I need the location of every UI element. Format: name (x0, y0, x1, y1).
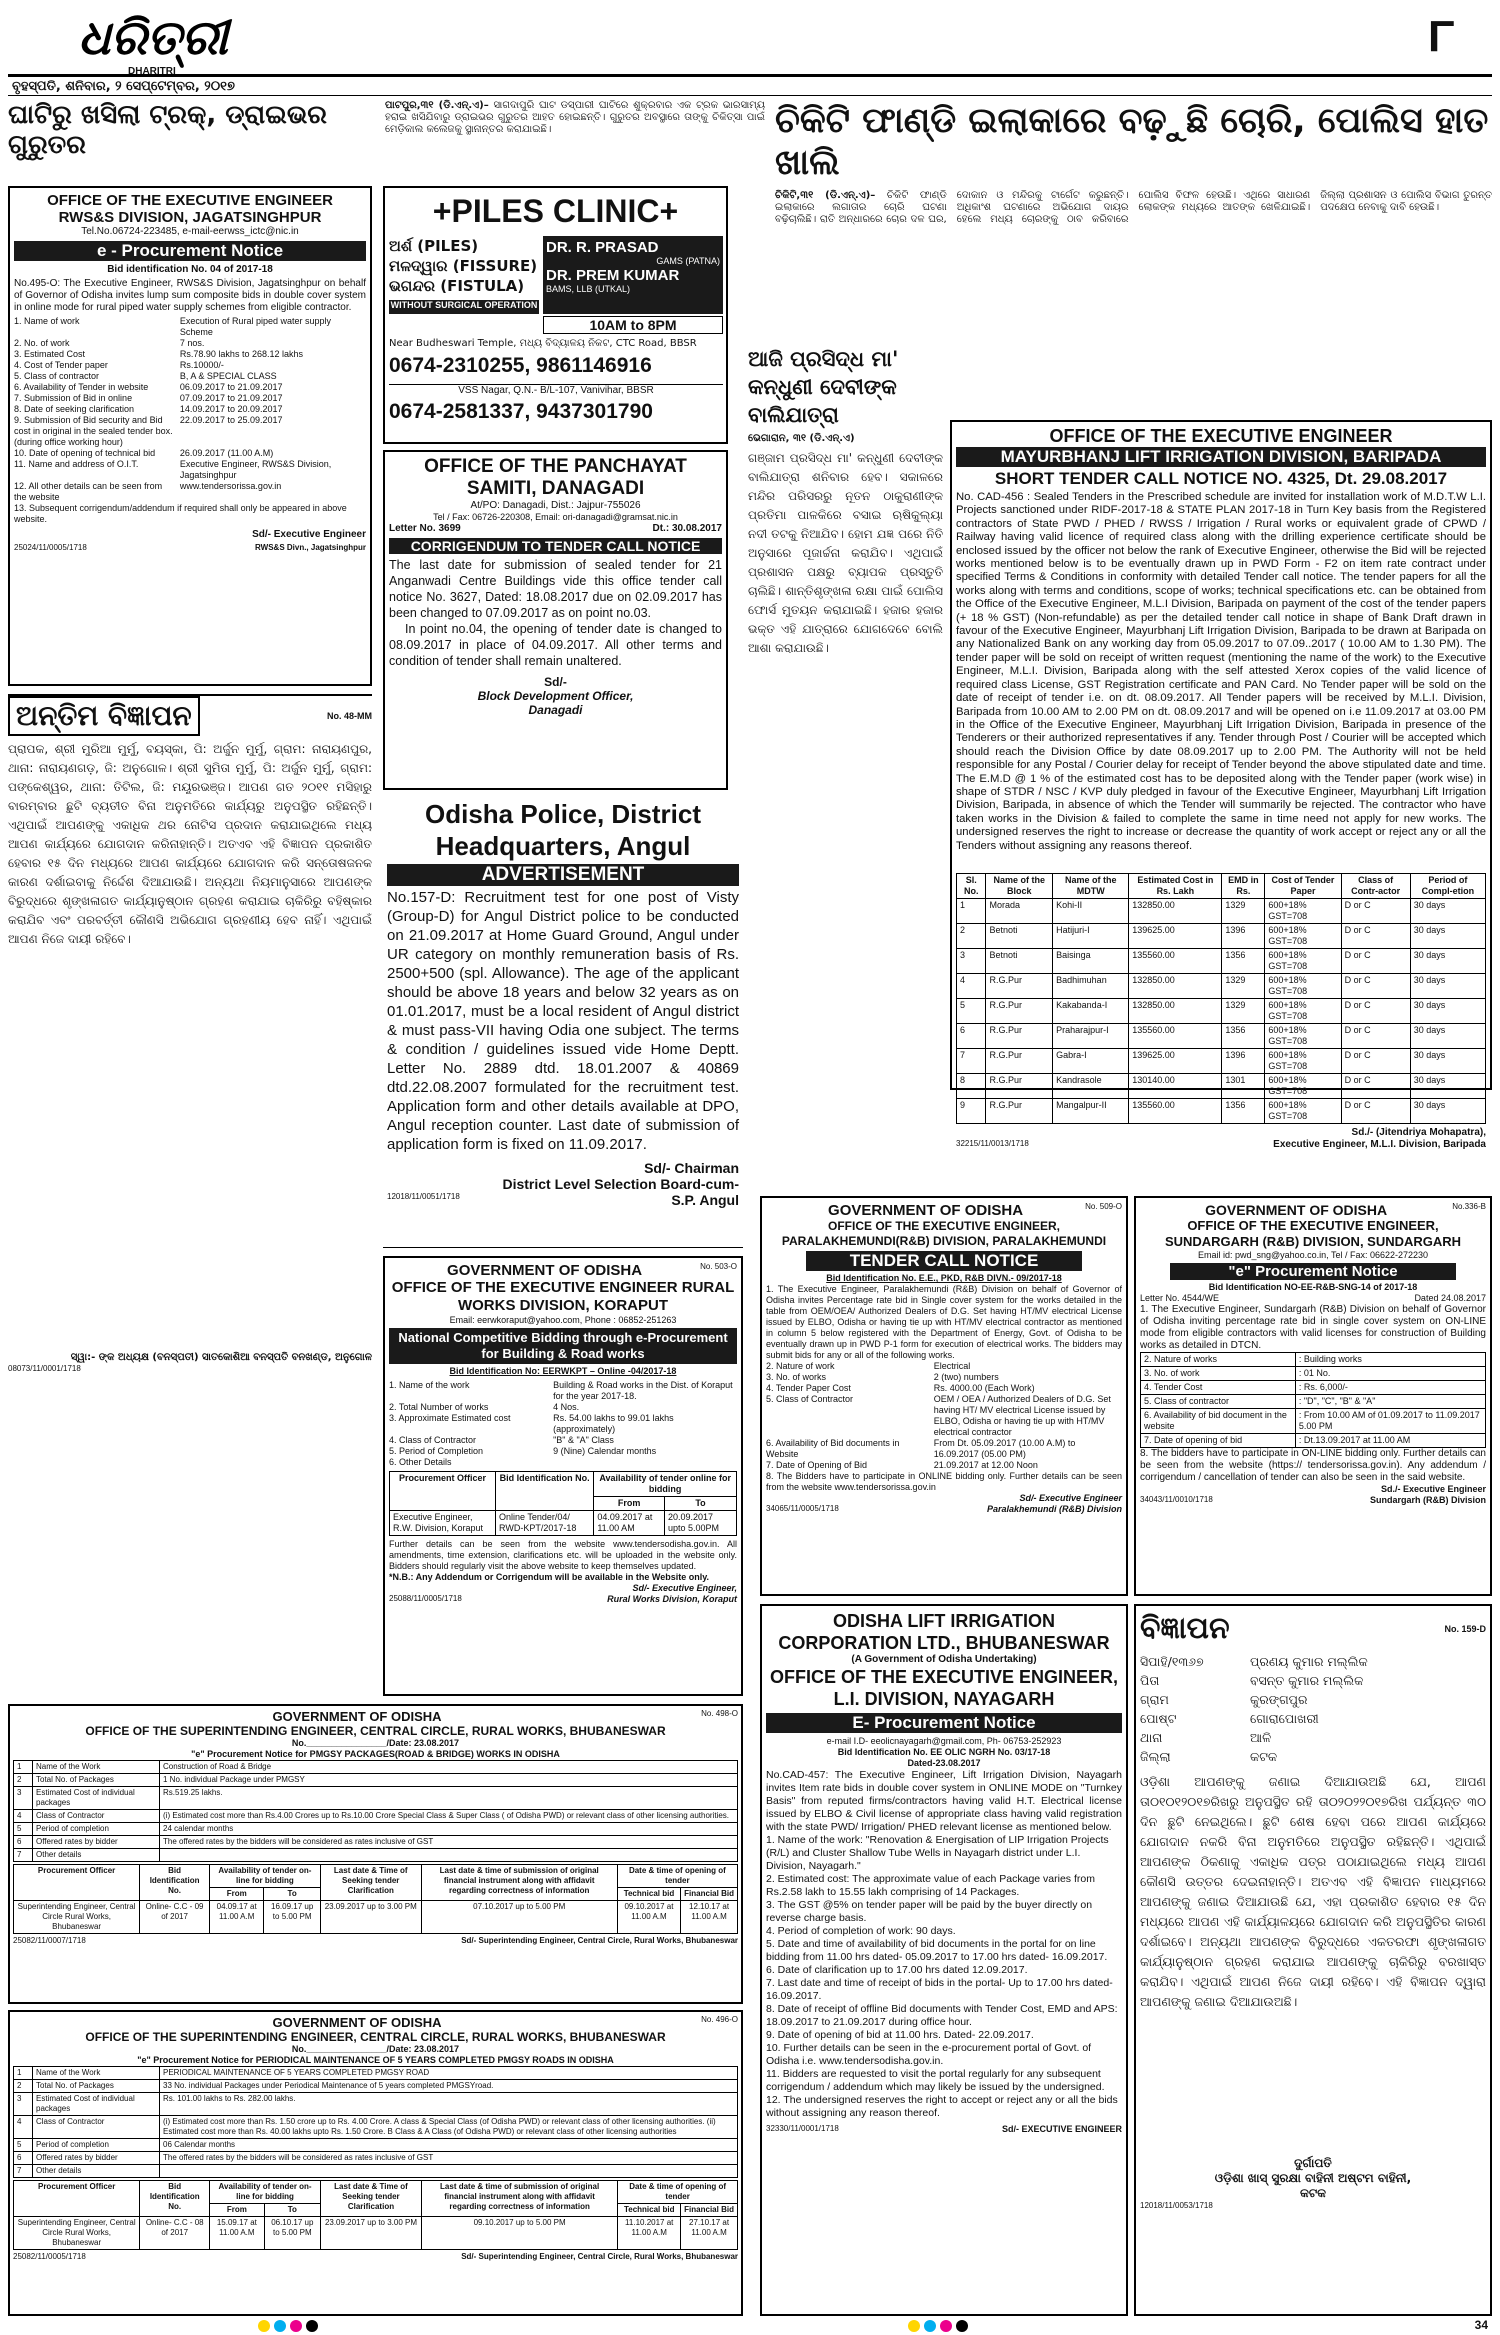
table-row: 5. Class of contractor : "D", "C", "B" & "A" (1141, 1395, 1486, 1409)
news-theft (775, 100, 1492, 190)
band: ADVERTISEMENT (387, 864, 739, 886)
table-row: 4 Class of Contractor (i) Estimated cost more than Rs.4.00 Crores up to Rs.10.00 Crore Special Class & Super Class ( of Odisha PWD) or relevant class of other licensing authorities. (14, 1810, 738, 1823)
address: Near Budheswari Temple, ମଧ୍ୟ ବିଦ୍ୟାଳୟ ନିକଟ, CTC Road, BBSR (389, 338, 697, 349)
notice-no: No. 48-MM (327, 710, 372, 721)
list-item: 3. The GST @5% on tender paper will be paid by the buyer directly on reverse charge basis. (766, 1899, 1093, 1924)
table-row: 6. Availability of bid document in the website : From 10.00 AM of 01.09.2017 to 11.09.2017 5.00 PM (1141, 1409, 1486, 1434)
signature: କଟକ (1299, 2186, 1327, 2200)
schedule-table: Procurement Officer Bid Identification No. Availability of tender on-line for bidding Last date & Time of Seeking tender Clarification Last date & time of submission of original financial instrument along with affidavit regarding correctness of information Date & time of opening of tender From To Technical bid Financial Bid Superintending Engineer, Central Circle Rural Works, Bhubaneswar Online- C.C - 08 of 2017 15.09.17 at 11.00 A.M 06.10.17 up to 5.00 PM 23.09.2017 up to 3.00 PM 09.10.2017 up to 5.00 PM 11.10.2017 at 11.00 A.M 27.10.17 at 11.00 A.M (13, 2180, 738, 2250)
yellow-dot-icon (258, 2320, 270, 2332)
headline: ଚିକିଟି ଫାଣ୍ଡି ଇଲାକାରେ ବଢ଼ୁଛି ଚୋରି, ପୋଲିସ ହାତ ଖାଲି (775, 101, 1489, 183)
body: No.157-D: Recruitment test for one post of Visty (Group-D) for Angul District police to be conducted on 21.09.2017 at Home Guard Ground, Angul under UR category on monthly remuneration basis of Rs. 2500+500 (spl. Allowance). The age of the applicant should be above 18 years and below 32 years as on 01.01.2017, must be a local resident of Angul district & must pass-VII having Odia one subject. The terms & condition / guidelines issued vide Home Deptt. Letter No. 2889 dtd. 18.01.2007 & 40869 dtd.22.08.2007 formulated for the recruitment test. Application form and other details available at DPO, Angul reception counter. Last date of submission of application form is fixed on 11.09.2017. (387, 889, 739, 1153)
body: The last date for submission of sealed tender for 21 Anganwadi Centre Buildings vide this office tender call notice No. 3627, Dated: 18.08.2017 due on 02.09.2017 has been changed to 07.09.2017 as on point no.03. (389, 558, 722, 620)
gov: GOVERNMENT OF ODISHA (447, 1262, 643, 1279)
body: ପ୍ରାପକ, ଶ୍ରୀ ମୁରିଆ ମୁର୍ମୁ, ବୟସ୍କା, ପି: ଅର୍ଜୁନ ମୁର୍ମୁ, ଗ୍ରାମ: ନାରାୟଣପୁର, ଥାନା: ନାରାୟଣଗଡ଼, ଜି: ଅନୁଗୋଳ। ଶ୍ରୀ ସୁମିତା ମୁର୍ମୁ, ପି: ଅର୍ଜୁନ ମୁର୍ମୁ, ଗ୍ରାମ: ପଙ୍କେଶ୍ୱର, ଥାନା: ତିଟିଲ, ଜି: ମୟୂରଭଞ୍ଜ। ଆପଣ ଗତ ୨୦୧୧ ମସିହାରୁ ବାରମ୍ବାର ଛୁଟି ବ୍ୟତୀତ ବିନା ଅନୁମତିରେ କାର୍ଯ୍ୟରୁ ଅନୁପସ୍ଥିତ ରହିଛନ୍ତି। ଏଥିପାଇଁ ଆପଣଙ୍କୁ ଏକାଧିକ ଥର ନୋଟିସ ପ୍ରଦାନ କରାଯାଇଥିଲେ ମଧ୍ୟ ଆପଣ କାର୍ଯ୍ୟରେ ଯୋଗଦାନ କରିନାହାନ୍ତି। ଅତଏବ ଏହି ବିଜ୍ଞାପନ ପ୍ରକାଶିତ ହେବାର ୧୫ ଦିନ ମଧ୍ୟରେ ଆପଣ କାର୍ଯ୍ୟରେ ଯୋଗଦାନ କରି ସନ୍ତୋଷଜନକ କାରଣ ଦର୍ଶାଇବାକୁ ନିର୍ଦ୍ଦେଶ ଦିଆଯାଉଛି। ଅନ୍ୟଥା ନିୟମାନୁସାରେ ଆପଣଙ୍କ ବିରୁଦ୍ଧରେ ଶୃଙ୍ଖଳାଗତ କାର୍ଯ୍ୟାନୁଷ୍ଠାନ ଗ୍ରହଣ କରାଯାଇ ଚାକିରିରୁ ବହିଷ୍କାର କରାଯିବ ଏବଂ ପରବର୍ତ୍ତୀ କୌଣସି ଅଭିଯୋଗ ଗ୍ରହଣୀୟ ହେବ ନାହିଁ। ଏଥିପାଇଁ ଆପଣ ନିଜେ ଦାୟୀ ରହିବେ। (8, 742, 372, 946)
table-row: 7 R.G.Pur Gabra-I 139625.00 1396 600+18% GST=708 D or C 30 days (957, 1049, 1486, 1074)
body: No. CAD-456 : Sealed Tenders in the Prescribed schedule are invited for installation work of M.D.T.W L.I. Projects sanctioned under RIDF-2017-18 & STATE PLAN 2017-18 in Turn Key basis from the Registered contractors of State PWD / PHED / RWSS / Irrigation / Rural works or equivalent grade of CPWD / Railway having valid licence of required class along with the drilling experience certificate should be enclosed issued by the officer not below the rank of Executive Engineer, otherwise the Bid will be rejected works mentioned below is to be eventually drawn up in PWD Form - F2 on item rate contract under specified Terms & Conditions in conformity with detailed Tender call notice. The tender papers for all the works along with terms and conditions, scope of works; technical specifications etc. can be obtained from the Office of the Executive Engineer, M.L.I Division, Baripada on payment of the cost of the tender papers (+ 18 % GST) (Non-refundable) as per the detailed tender call notice in shape of Bank Draft drawn in favour of the Executive Engineer, Mayurbhanj Lift Irrigation Division, Baripada to be drawn at Baripada on any Nationalized Bank on any working day from 05.09.2017 to 07.09..2017 ( 10.00 AM to 1.30 PM). The tender paper will be sold on receipt of written request (mentioning the name of the work) to the Executive Engineer, M.L.I. Division, Baripada along with the self attested Xerox copies of the valid licence of required class License, GST Registration certificate and PAN Card. No Tender paper will be sold on the date of receipt of tender i.e. on dt. 08.09.2017. All Tender papers will be received by M.L.I. Division, Baripada from 10.00 AM to 2.00 PM on dt. 08.09.2017 and will be opened on i.e 11.09.2017 at 03.00 PM in the Office of the Executive Engineer, Mayurbhanj Lift Irrigation Division, Baripada in presence of the Tenderers or their authorized representatives if any. Tender through Post / Courier will be accepted which should reach the Division Office by date 08.09.2017 up to 2.00 PM. The Authority will not be held responsible for any Postal / Courier delay for receipt of Tender beyond the above stipulated date and time. The E.M.D @ 1 % of the estimated cost has to be deposited along with the Tender paper (work wise) in shape of STDR / NSC / KVP duly pledged in favour of the Executive Engineer, Mayurbhanj Lift Irrigation Division, Baripada, in absence of which the Tender will summarily be rejected. The contractor who have taken works in the Division & failed to complete the same in time need not apply for new works. The undersigned reserves the right to increase or decrease the quantity of work accept or reject any or all the Tenders without assigning any reasons thereof. (956, 491, 1486, 852)
details-table (13, 2066, 738, 2178)
notice-no: No. 159-D (1444, 1623, 1486, 1634)
phone: 0674-2310255, 9861146916 (389, 354, 652, 377)
table-row: 1 Name of the Work Construction of Road & Bridge (14, 1761, 738, 1774)
ref-no: 08073/11/0001/1718 (8, 1364, 81, 1373)
ref-no: 25082/11/0007/1718 (13, 1936, 86, 1945)
signature: Danagadi (528, 703, 583, 717)
magenta-dot-icon (940, 2320, 952, 2332)
band: E- Procurement Notice (766, 1713, 1122, 1733)
rwss-tender (8, 186, 372, 686)
list-item: 9. Date of opening of bid at 11.00 hrs. Dated- 22.09.2017. (766, 2029, 1034, 2041)
title: OFFICE OF THE PANCHAYAT SAMITI, DANAGADI (424, 456, 687, 499)
news-truck-accident (8, 100, 378, 182)
baripada-tender (950, 420, 1492, 1150)
date: Dated 24.08.2017 (1414, 1293, 1486, 1303)
black-dot-icon (956, 2320, 968, 2332)
table-row: 3 Estimated Cost of individual packages Rs. 101.00 lakhs to Rs. 282.00 lakhs. (14, 2093, 738, 2116)
table-row: 7 Other details (14, 1849, 738, 1862)
table-row: Superintending Engineer, Central Circle Rural Works, Bhubaneswar Online- C.C - 08 of 2017 15.09.17 at 11.00 A.M 06.10.17 up to 5.00 PM 23.09.2017 up to 3.00 PM 09.10.2017 up to 5.00 PM 11.10.2017 at 11.00 A.M 27.10.17 at 11.00 A.M (14, 2217, 738, 2250)
contact: Tel / Fax: 06726-220308, Email: ori-danagadi@gramsat.nic.in (433, 512, 678, 522)
print-registration-marks (8, 2318, 1492, 2334)
dateline-bar (8, 74, 1492, 96)
title: ଅନ୍ତିମ ବିଜ୍ଞାପନ (8, 696, 200, 736)
title: Odisha Police, District Headquarters, Angul (425, 799, 701, 861)
timing: 10AM to 8PM (543, 316, 723, 334)
signature: District Level Selection Board-cum- (502, 1176, 739, 1192)
details-table (1140, 1352, 1486, 1448)
table-header: Sl. No. Name of the Block Name of the MDTW Estimated Cost in Rs. Lakh EMD in Rs. Cost of Tender Paper Class of Contr-actor Period of Compl-etion (957, 874, 1486, 899)
table-row: 5 R.G.Pur Kakabanda-I 132850.00 1329 600+18% GST=708 D or C 30 days (957, 999, 1486, 1024)
paralakhemundi-tender: GOVERNMENT OF ODISHA No. 509-O OFFICE OF THE EXECUTIVE ENGINEER, PARALAKHEMUNDI(R&B) DIVISION, PARALAKHEMUNDI TENDER CALL NOTICE Bid Identification No. E.E., PKD, R&B DIVN.- 09/2017-18 1. The Executive Engineer, Paralakhemundi (R&B) Division on behalf of Governor of Odisha invites Percentage rate bid in Single cover system for the works detailed in the table from OEM/OEA/ Authorized Dealers of D.G. Set having HT/MV electrical License issued by ELBO, Odisha or having tie up with HT/MV electrical contractor as mentioned in column 5 below registered with the Department of Energy, Govt. of Odisha to be eventually drawn up in PWD P-1 form for execution of electrical works. The bidders may submit bids for any or all of the following works. 2. Nature of work Electrical 3. No. of works 2 (two) numbers 4. Tender Paper Cost Rs. 4000.00 (Each Work) 5. Class of Contractor OEM / OEA / Authorized Dealers of D.G. Set having HT/ MV electrical License issued by ELBO, Odisha or having tie up with HT/MV electrical contractor 6. Availability of Bid documents in Website From Dt. 05.09.2017 (10.00 A.M) to 16.09.2017 (05.00 PM) 7. Date of Opening of Bid 21.09.2017 at 12.00 Noon 8. The Bidders have to participate in ONLINE bidding only. Further details can be seen from the website www.tendersorissa.gov.in Sd/- Executive Engineer 34065/11/0005/1718 Paralakhemundi (R&B) Division (760, 1196, 1128, 1596)
table-row: 6 Offered rates by bidder The offered rates by the bidders will be considered as rates inclusive of GST (14, 2152, 738, 2165)
headline: ଆଜି ପ୍ରସିଦ୍ଧ ମା' କନ୍ଧୁଣୀ ଦେବୀଙ୍କ ବାଲିଯାତ୍ରା (748, 347, 899, 427)
notice-no: No. 503-O (700, 1262, 737, 1271)
doctor-name: DR. R. PRASAD (546, 239, 659, 256)
bid-id: Bid identification No. 04 of 2017-18 (107, 264, 273, 275)
list-item: 11. Bidders are requested to visit the portal regularly for any subsequent corrigendum / addendum which may likely be issued by the undersigned. (766, 2068, 1105, 2093)
table-row: 5 Period of completion 24 calendar months (14, 1823, 738, 1836)
article-body: ଚିକିଟି ଫାଣ୍ଡି ଇଲାକାରେ ଲଗାତାର ଚୋରି ଘଟଣା ବଢ଼ିଚାଲିଛି। ରାତି ଅନ୍ଧାରରେ ଚୋର ଦଳ ଘର, ଦୋକାନ ଓ ମନ୍ଦିରକୁ ଟାର୍ଗେଟ କରୁଛନ୍ତି। ଅଧିକାଂଶ ଘଟଣାରେ ଅଭିଯୋଗ ଦାୟର ହେଲେ ମଧ୍ୟ ଚୋରଙ୍କୁ ଠାବ କରିବାରେ ପୋଲିସ ବିଫଳ ହେଉଛି। ଏଥିରେ ସାଧାରଣ ଲୋକଙ୍କ ମଧ୍ୟରେ ଆତଙ୍କ ଖେଳିଯାଇଛି। ଜିଲ୍ଲା ପ୍ରଶାସନ ଓ ପୋଲିସ ବିଭାଗ ତୁରନ୍ତ ପଦକ୍ଷେପ ନେବାକୁ ଦାବି ହେଉଛି। (775, 190, 1492, 225)
items (766, 1834, 1122, 2120)
contact: Tel.No.06724-223485, e-mail-eerwss_ictc@nic.in (81, 226, 299, 237)
signature: Sd/- Superintending Engineer, Central Circle, Rural Works, Bhubaneswar (461, 2252, 738, 2261)
piles-clinic-ad (383, 186, 728, 444)
article-body: ଗଞ୍ଜାମ ପ୍ରସିଦ୍ଧ ମା' କନ୍ଧୁଣୀ ଦେବୀଙ୍କ ବାଲିଯାତ୍ରା ଶନିବାର ହେବ। ସକାଳରେ ମନ୍ଦିର ପରିସରରୁ ନୂତନ ଠାକୁରାଣୀଙ୍କ ପ୍ରତିମା ପାଳକିରେ ବସାଇ ଋଷିକୁଲ୍ୟା ନଦୀ ତଟକୁ ନିଆଯିବ। ହୋମ ଯଜ୍ଞ ପରେ ନିତି ଅନୁସାରେ ପୂଜାର୍ଚ୍ଚନା କରାଯିବ। ଏଥିପାଇଁ ପ୍ରଶାସନ ପକ୍ଷରୁ ବ୍ୟାପକ ପ୍ରସ୍ତୁତି ଚାଲିଛି। ଶାନ୍ତିଶୃଙ୍ଖଳା ରକ୍ଷା ପାଇଁ ପୋଲିସ ଫୋର୍ସ ମୁତୟନ କରାଯାଇଛି। ହଜାର ହଜାର ଭକ୍ତ ଏହି ଯାତ୍ରାରେ ଯୋଗଦେବେ ବୋଲି ଆଶା କରାଯାଉଛି। (748, 451, 943, 655)
title: ବିଜ୍ଞାପନ (1140, 1611, 1230, 1646)
list-item: 10. Further details can be seen in the e-procurement portal of Govt. of Odisha i.e. www.tendersodisha.gov.in. (766, 2042, 1092, 2067)
note: 8. The bidders have to participate in ON-LINE bidding only. Further details can be seen from the website (https:// tendersorissa.gov.in). Any addendum / corrigendum / cancellation of tender can also be seen in the said website. (1140, 1448, 1486, 1483)
subtitle: MAYURBHANJ LIFT IRRIGATION DIVISION, BARIPADA (956, 447, 1486, 467)
table-row: 2 Total No. of Packages 33 No. individual Packages under Periodical Maintenance of 5 years completed PMGSYroad. (14, 2080, 738, 2093)
intro: No.CAD-457: The Executive Engineer, Lift Irrigation Division, Nayagarh invites Item rate bids in double cover system in ONLINE MODE on "Turnkey Basis" from reputed firms/contractors having valid H.T. Electrical license issued by ELBO & Civil license of appropriate class having valid registration with the state PWD/ Irrigation/ PHED relevant license as mentioned below. (766, 1769, 1122, 1833)
office: RWS&S Divn., Jagatsinghpur (255, 543, 366, 552)
table-row: 5 Period of completion 06 Calendar months (14, 2139, 738, 2152)
table-row: 7. Date of opening of bid : Dt.13.09.2017 at 11.00 AM (1141, 1434, 1486, 1448)
gov: GOVERNMENT OF ODISHA (272, 1709, 442, 1724)
table-row: Executive Engineer, R.W. Division, Koraput Online Tender/04/ RWD-KPT/2017-18 04.09.2017 at 11.00 AM 20.09.2017 upto 5.00PM (390, 1511, 737, 1536)
black-dot-icon (306, 2320, 318, 2332)
body: ଓଡ଼ିଶା ଆପଣଙ୍କୁ ଜଣାଇ ଦିଆଯାଉଅଛି ଯେ, ଆପଣ ତା୦୧୦୧୨୦୧୭ରିଖରୁ ଅନୁପସ୍ଥିତ ରହି ତା୦୨୦୨୨୦୧୭ରିଖ ପର୍ଯ୍ୟନ୍ତ ୩୦ ଦିନ ଛୁଟି ନେଇଥିଲେ। ଛୁଟି ଶେଷ ହେବା ପରେ ଆପଣ କାର୍ଯ୍ୟରେ ଯୋଗଦାନ ନକରି ବିନା ଅନୁମତିରେ ଅନୁପସ୍ଥିତ ରହିଛନ୍ତି। ଏଥିପାଇଁ ଆପଣଙ୍କ ଠିକଣାକୁ ଏକାଧିକ ପତ୍ର ପଠାଯାଇଥିଲେ ମଧ୍ୟ ଆପଣ କୌଣସି ଉତ୍ତର ଦେଇନାହାନ୍ତି। ଅତଏବ ଏହି ବିଜ୍ଞାପନ ମାଧ୍ୟମରେ ଆପଣଙ୍କୁ ଜଣାଇ ଦିଆଯାଉଛି ଯେ, ଏହା ପ୍ରକାଶିତ ହେବାର ୧୫ ଦିନ ମଧ୍ୟରେ ଆପଣ ଏହି କାର୍ଯ୍ୟାଳୟରେ ଯୋଗଦାନ କରି ଅନୁପସ୍ଥିତିର କାରଣ ଦର୍ଶାଇବେ। ଅନ୍ୟଥା ଆପଣଙ୍କ ବିରୁଦ୍ଧରେ ଏକତରଫା ଶୃଙ୍ଖଳାଗତ କାର୍ଯ୍ୟାନୁଷ୍ଠାନ ଗ୍ରହଣ କରାଯାଇ ଆପଣଙ୍କୁ ଚାକିରିରୁ ବରଖାସ୍ତ କରାଯିବ। ଏଥିପାଇଁ ଆପଣ ନିଜେ ଦାୟୀ ରହିବେ। ଏହି ବିଜ୍ଞାପନ ଦ୍ୱାରା ଆପଣଙ୍କୁ ଜଣାଇ ଦିଆଯାଉଅଛି। (1140, 1774, 1486, 2009)
ref-no: 34043/11/0010/1718 (1140, 1495, 1213, 1504)
schedule-table: Procurement Officer Bid Identification No. Availability of tender on-line for bidding Last date & Time of Seeking tender Clarification Last date & time of submission of original financial instrument along with affidavit regarding correctness of information Date & time of opening of tender From To Technical bid Financial Bid Superintending Engineer, Central Circle Rural Works, Bhubaneswar Online- C.C - 09 of 2017 04.09.17 at 11.00 A.M 16.09.17 up to 5.00 PM 23.09.2017 up to 3.00 PM 07.10.2017 up to 5.00 PM 09.10.2017 at 11.00 A.M 12.10.17 at 11.00 A.M (13, 1864, 738, 1934)
signature: ଦୁର୍ଗାପତି (1294, 2156, 1332, 2170)
ref-no: 25024/11/0005/1718 (14, 543, 87, 552)
note: Further details can be seen from the website www.tendersodisha.gov.in. All amendments, time extension, clarifications etc. will be uploaded in the website only. Bidders should regularly visit the above website to keep themselves updated. (389, 1539, 737, 1571)
band: National Competitive Bidding through e-Procurement for Building & Road works (389, 1328, 737, 1364)
date: Dated-23.08.2017 (907, 1758, 981, 1768)
cyan-dot-icon (924, 2320, 936, 2332)
pmgsy-road-bridge-tender (8, 1704, 743, 2004)
letter-no: Letter No. 4544/WE (1140, 1293, 1220, 1303)
notice-no: No. 496-O (701, 2015, 738, 2024)
news-theft-body (775, 190, 1492, 340)
doctor-name: DR. PREM KUMAR (546, 267, 680, 284)
title: OFFICE OF THE EXECUTIVE ENGINEER, SUNDARGARH (R&B) DIVISION, SUNDARGARH (1164, 1218, 1462, 1249)
letter-no: No.________________/Date: 23.08.2017 (291, 1738, 460, 1748)
gov: GOVERNMENT OF ODISHA (828, 1202, 1024, 1219)
table-row: 6 R.G.Pur Praharajpur-I 135560.00 1356 600+18% GST=708 D or C 30 days (957, 1024, 1486, 1049)
letter-no: Letter No. 3699 (389, 523, 461, 534)
signature: Block Development Officer, (477, 689, 634, 703)
panchayat-corrigendum (383, 450, 728, 790)
doctor-degree: GAMS (PATNA) (656, 256, 720, 266)
police-advertisement (383, 796, 743, 1248)
title: OFFICE OF THE EXECUTIVE ENGINEER (1049, 426, 1393, 446)
notice-odia (1134, 1604, 1492, 2316)
list-item: 5. Date and time of availability of bid documents in the portal for on line bidding from 11.00 hrs dated- 05.09.2017 to 17.00 hrs dated- 16.09.2017. (766, 1938, 1108, 1963)
title: OFFICE OF THE SUPERINTENDING ENGINEER, CENTRAL CIRCLE, RURAL WORKS, BHUBANESWAR (85, 1724, 666, 1738)
gov: GOVERNMENT OF ODISHA (1205, 1202, 1388, 1218)
letter-no: No.________________/Date: 23.08.2017 (291, 2044, 460, 2054)
date: Dt.: 30.08.2017 (652, 523, 722, 534)
signature: Executive Engineer, M.L.I. Division, Baripada (1273, 1139, 1486, 1150)
ref-no: 12018/11/0051/1718 (387, 1192, 460, 1201)
gov: GOVERNMENT OF ODISHA (272, 2015, 442, 2030)
list-item: 4. Period of completion of work: 90 days. (766, 1925, 956, 1937)
notice-no: No. 498-O (701, 1709, 738, 1718)
title: OFFICE OF THE EXECUTIVE ENGINEER (47, 192, 333, 209)
intro: 1. The Executive Engineer, Paralakhemundi (R&B) Division on behalf of Governor of Odisha invites Percentage rate bid in Single cover system for the works detailed in the table from OEM/OEA/ Authorized Dealers of D.G. Set having HT/MV electrical License issued by ELBO, Odisha or having tie up with HT/MV electrical contractor as mentioned in column 5 below registered with the Department of Energy, Govt. of Odisha to be eventually drawn up in PWD P-1 form for execution of electrical works. The bidders may submit bids for any or all of the following works. (766, 1284, 1122, 1360)
phone: 0674-2581337, 9437301790 (389, 400, 653, 423)
page-number: 34 (1474, 2318, 1488, 2332)
dateline: ପାଟପୁର,୩୧ (ଡି.ଏନ୍.ଏ)– (385, 100, 489, 111)
headline: ଘାଟିରୁ ଖସିଲା ଟ୍ରକ୍, ଡ୍ରାଇଭର ଗୁରୁତର (8, 100, 328, 160)
list-item: 2. Estimated cost: The approximate value of each Package varies from Rs.2.58 lakh to 15.55 lakh comprising of 14 Packages. (766, 1873, 1095, 1898)
notice-no: No. 509-O (1085, 1202, 1122, 1211)
list-item: 8. Date of receipt of offline Bid documents with Tender Cost, EMD and APS: 18.09.2017 to 21.09.2017 during office hour. (766, 2003, 1118, 2028)
table-row: 2 Total No. of Packages 1 No. individual Package under PMGSY (14, 1774, 738, 1787)
ref-no: 25082/11/0005/1718 (13, 2252, 86, 2261)
bid-table: Procurement Officer Bid Identification No. Availability of tender online for bidding From To Executive Engineer, R.W. Division, Koraput Online Tender/04/ RWD-KPT/2017-18 04.09.2017 at 11.00 AM 20.09.2017 upto 5.00PM (389, 1471, 737, 1536)
signature: Sd/- Executive Engineer (252, 529, 366, 540)
contact: Email id: pwd_sng@yahoo.co.in, Tel / Fax: 06622-272230 (1197, 1250, 1429, 1260)
table-row: 2 Betnoti Hatijuri-I 139625.00 1396 600+18% GST=708 D or C 30 days (957, 924, 1486, 949)
signature: Rural Works Division, Koraput (607, 1594, 737, 1604)
signature: S.P. Angul (671, 1192, 739, 1208)
bid-id: Bid Identification No. EE OLIC NGRH No. 03/17-18 (837, 1747, 1051, 1757)
details-table (13, 1760, 738, 1862)
signature: Sd/- (544, 675, 567, 689)
page-corner-mark: Γ (1428, 12, 1455, 61)
table-row: 4 Class of Contractor (i) Estimated cost more than Rs. 1.50 crore up to Rs. 4.00 Crore. A class & Special Class (of Odisha PWD) or relevant class of other licensing authorities. (ii) Estimated cost more than Rs. 40.00 lakhs upto Rs. 1.50 Crore. B Class & A Class (of Odisha PWD) or relevant class of other licensing authorities (14, 2116, 738, 2139)
signature: Paralakhemundi (R&B) Division (986, 1504, 1122, 1514)
contact: Email: eerwkoraput@yahoo.com, Phone : 06852-251263 (449, 1315, 677, 1325)
signature: Sundargarh (R&B) Division (1369, 1495, 1486, 1505)
title: OFFICE OF THE EXECUTIVE ENGINEER, PARALAKHEMUNDI(R&B) DIVISION, PARALAKHEMUNDI (781, 1219, 1107, 1248)
list-item: 7. Last date and time of receipt of bids in the portal- Up to 17.00 hrs dated- 16.09.2017. (766, 1977, 1113, 2002)
intro: 1. The Executive Engineer, Sundargarh (R&B) Division on behalf of Governor of Odisha inviting percentage rate bid in single cover system on ON-LINE mode from eligible contractors with valid licenses for construction of Building works as detailed in DTCN. (1140, 1304, 1486, 1351)
table-row: 1 Morada Kohi-II 132850.00 1329 600+18% GST=708 D or C 30 days (957, 899, 1486, 924)
signature: Sd/- Executive Engineer (1019, 1493, 1122, 1503)
office: OFFICE OF THE EXECUTIVE ENGINEER, L.I. DIVISION, NAYAGARH (769, 1667, 1119, 1709)
band: "e" Procurement Notice (1170, 1263, 1456, 1280)
notice-title: "e" Procurement Notice for PERIODICAL MAINTENANCE OF 5 YEARS COMPLETED PMGSY ROADS IN ODISHA (137, 2055, 614, 2065)
bid-id: Bid Identification NO-EE-R&B-SNG-14 of 2017-18 (1208, 1282, 1418, 1292)
no-surgery: WITHOUT SURGICAL OPERATION (389, 300, 539, 314)
article-body: ସାଗଦାପୁରି ଘାଟ ଡସ୍ପାରୀ ଘାଟିରେ ଶୁକ୍ରବାର ଏକ ଟ୍ରକ ଭାରସାମ୍ୟ ହରାଇ ଖସିଯିବାରୁ ଡ୍ରାଇଭର ଗୁରୁତର ଆହତ ହୋଇଛନ୍ତି। ଗୁରୁତର ଅବସ୍ଥାରେ ତାଙ୍କୁ ଚିକିତ୍ସା ପାଇଁ ମେଡ଼ିକାଲ କଲେଜକୁ ସ୍ଥାନାନ୍ତର କରାଯାଇଛି। (385, 100, 765, 135)
signature: Sd/- Chairman (644, 1160, 739, 1176)
signature: Sd./- Executive Engineer (1380, 1484, 1486, 1494)
final-notice-odia (8, 694, 372, 1434)
signature: Sd/- EXECUTIVE ENGINEER (1001, 2124, 1122, 2134)
koraput-tender: GOVERNMENT OF ODISHA No. 503-O OFFICE OF THE EXECUTIVE ENGINEER RURAL WORKS DIVISION, KORAPUT Email: eerwkoraput@yahoo.com, Phone : 06852-251263 National Competitive Bidding through e-Procurement for Building & Road works Bid Identification No: EERWKPT – Online -04/2017-18 1. Name of the work Building & Road works in the Dist. of Koraput for the year 2017-18. 2. Total Number of works 4 Nos. 3. Approximate Estimated cost Rs. 54.00 lakhs to 99.01 lakhs (approximately) 4. Class of Contractor "B" & "A" Class 5. Period of Completion 9 (Nine) Calendar months 6. Other Details Procurement Officer Bid Identification No. Availability of tender online for bidding From To Executive Engineer, R.W. Division, Koraput Online Tender/04/ RWD-KPT/2017-18 04.09.2017 at 11.00 AM 20.09.2017 upto 5.00PM Further details can be seen from the website www.tendersodisha.gov.in. All amendments, time extension, clarifications etc. will be uploaded in the website only. Bidders should regularly visit the above website to keep themselves updated. *N.B.: Any Addendum or Corrigendum will be available in the Website only. Sd/- Executive Engineer, 25088/11/0005/1718 Rural Works Division, Koraput (383, 1256, 743, 1696)
table-row: Superintending Engineer, Central Circle Rural Works, Bhubaneswar Online- C.C - 09 of 2017 04.09.17 at 11.00 A.M 16.09.17 up to 5.00 PM 23.09.2017 up to 3.00 PM 07.10.2017 up to 5.00 PM 09.10.2017 at 11.00 A.M 12.10.17 at 11.00 A.M (14, 1901, 738, 1934)
table-row: 4 R.G.Pur Badhimuhan 132850.00 1329 600+18% GST=708 D or C 30 days (957, 974, 1486, 999)
list-item: 1. Name of the work: "Renovation & Energisation of LIP Irrigation Projects (R/L) and Cluster Shallow Tube Wells in Nayagarh district under L.I. Division, Nayagarh." (766, 1834, 1109, 1872)
band: CORRIGENDUM TO TENDER CALL NOTICE (389, 538, 722, 554)
signature: Sd/- Superintending Engineer, Central Circle, Rural Works, Bhubaneswar (461, 1936, 738, 1945)
notice-title: "e" Procurement Notice for PMGSY PACKAGES(ROAD & BRIDGE) WORKS IN ODISHA (191, 1749, 560, 1759)
pmgsy-periodic-maintenance-tender (8, 2010, 743, 2316)
title: OFFICE OF THE SUPERINTENDING ENGINEER, CENTRAL CIRCLE, RURAL WORKS, BHUBANESWAR (85, 2030, 666, 2044)
band: e - Procurement Notice (14, 241, 366, 261)
magenta-dot-icon (290, 2320, 302, 2332)
addressee: ସିପାହି/୧୩୬୭ ପ୍ରଣୟ କୁମାର ମଲ୍ଲିକ ପିତା ବସନ୍ତ କୁମାର ମଲ୍ଲିକ ଗ୍ରାମ କୁରଙ୍ଗପୁର ପୋଷ୍ଟ ଗୋରାପୋଖରୀ ଥାନା ଆଳି ଜିଲ୍ଲା କଟକ (1140, 1654, 1368, 1764)
details: 1. Name of work Execution of Rural piped water supply Scheme 2. No. of work 7 nos. 3. Estimated Cost Rs.78.90 lakhs to 268.12 lakhs 4. Cost of Tender paper Rs.10000/- 5. Class of contractor B, A & SPECIAL CLASS 6. Availability of Tender in website 06.09.2017 to 21.09.2017 7. Submission of Bid in online 07.09.2017 to 21.09.2017 8. Date of seeking clarification 14.09.2017 to 20.09.2017 9. Submission of Bid security and Bid cost in original in the sealed tender box. (during office working hour) 22.09.2017 to 25.09.2017 10. Date of opening of technical bid 26.09.2017 (11.00 A.M) 11. Name and address of O.I.T. Executive Engineer, RWS&S Division, Jagatsinghpur 12. All other details can be seen from the website www.tendersorissa.gov.in 13. Subsequent corrigendum/addendum if required shall only be appeared in above website. (14, 316, 347, 524)
table-row: 3 Betnoti Baisinga 135560.00 1356 600+18% GST=708 D or C 30 days (957, 949, 1486, 974)
yellow-dot-icon (908, 2320, 920, 2332)
dateline: ବୃହସ୍ପତି, ଶନିବାର, ୨ ସେପ୍ଟେମ୍ବର, ୨୦୧୭ (12, 79, 235, 94)
nayagarh-tender (760, 1604, 1128, 2316)
table-row: 9 R.G.Pur Mangalpur-II 135560.00 1356 600+18% GST=708 D or C 30 days (957, 1099, 1486, 1124)
news-baliyatra (748, 345, 943, 1105)
title: OFFICE OF THE EXECUTIVE ENGINEER RURAL WORKS DIVISION, KORAPUT (391, 1279, 735, 1314)
clinic-title: +PILES CLINIC+ (432, 193, 679, 229)
title: ODISHA LIFT IRRIGATION CORPORATION LTD., BHUBANESWAR (778, 1611, 1110, 1653)
bid-id: Bid Identification No: EERWKPT – Online -04/2017-18 (449, 1366, 677, 1376)
address: VSS Nagar, Q.N.- B/L-107, Vanivihar, BBSR (389, 384, 723, 397)
contact: e-mail I.D- eeolicnayagarh@gmail.com, Ph- 06753-252923 (826, 1736, 1062, 1746)
notice-no: No.336-B (1452, 1202, 1486, 1211)
subtitle: RWS&S DIVISION, JAGATSINGHPUR (58, 209, 322, 226)
ref-no: 25088/11/0005/1718 (389, 1594, 462, 1603)
table-row: 7 Other details (14, 2165, 738, 2178)
works-table (956, 873, 1486, 1124)
band: SHORT TENDER CALL NOTICE NO. 4325, Dt. 29.08.2017 (994, 469, 1448, 488)
list-item: 12. The undersigned reserves the right to accept or reject any or all the bids without assigning any reason thereof. (766, 2094, 1118, 2119)
item: ଅର୍ଶ (PILES) (389, 237, 479, 255)
news-truck-accident-body (385, 100, 765, 182)
ref-no: 34065/11/0005/1718 (766, 1504, 839, 1513)
band: TENDER CALL NOTICE (806, 1251, 1082, 1271)
address: At/PO: Danagadi, Dist.: Jajpur-755026 (470, 500, 641, 511)
table-row: 3 Estimated Cost of individual packages Rs.519.25 lakhs. (14, 1787, 738, 1810)
note: 8. The Bidders have to participate in ONLINE bidding only. Further details can be seen from the website www.tendersorissa.gov.in (766, 1471, 1122, 1492)
intro: No.495-O: The Executive Engineer, RWS&S Division, Jagatsinghpur on behalf of Governor of Odisha invites lump sum composite bids in double cover system in online mode for rural piped water supply schemes from eligible contractor. (14, 278, 366, 313)
table-row: 8 R.G.Pur Kandrasole 130140.00 1301 600+18% GST=708 D or C 30 days (957, 1074, 1486, 1099)
table-row: 4. Tender Cost : Rs. 6,000/- (1141, 1381, 1486, 1395)
nb: *N.B.: Any Addendum or Corrigendum will be available in the Website only. (389, 1572, 710, 1582)
table-row: 6 Offered rates by bidder The offered rates by the bidders will be considered as rates inclusive of GST (14, 1836, 738, 1849)
bid-id: Bid Identification No. E.E., PKD, R&B DIVN.- 09/2017-18 (826, 1273, 1062, 1283)
ref-no: 32215/11/0013/1718 (956, 1139, 1029, 1148)
dateline: ଚିକିଟି,୩୧ (ଡି.ଏନ୍.ଏ)– (775, 190, 876, 201)
logo-subtitle: DHARITRI (128, 66, 176, 77)
signature: ଓଡ଼ିଶା ଖାସ୍ ସୁରକ୍ଷା ବାହିନୀ ଅଷ୍ଟମ ବାହିନୀ, (1214, 2171, 1412, 2185)
ref-no: 32330/11/0001/1718 (766, 2124, 839, 2133)
signature: Sd./- (Jitendriya Mohapatra), (1351, 1127, 1486, 1138)
table-row: 2. Nature of works : Building works (1141, 1353, 1486, 1367)
body: In point no.04, the opening of tender date is changed to 08.09.2017 in place of 04.09.2017. All other terms and condition of tender shall remain unaltered. (389, 622, 722, 668)
item: ଭଗନ୍ଦର (FISTULA) (389, 277, 525, 295)
sundargarh-tender (1134, 1196, 1492, 1596)
signature: ସ୍ୱା:- ଙ୍କ ଅଧ୍ୟକ୍ଷ (ବନସ୍ପତୀ) ସାତକୋଶିଆ ବନସ୍ପତି ବନଖଣ୍ଡ, ଅନୁଗୋଳ (70, 1352, 372, 1363)
table-row: 3. No. of work : 01 No. (1141, 1367, 1486, 1381)
ref-no: 12018/11/0053/1718 (1140, 2201, 1213, 2210)
logo: ଧରିତ୍ରୀ (78, 10, 228, 66)
list-item: 6. Date of clarification up to 17.00 hrs dated 12.09.2017. (766, 1964, 1028, 1976)
table-row: 1 Name of the Work PERIODICAL MAINTENANCE OF 5 YEARS COMPLETED PMGSY ROAD (14, 2067, 738, 2080)
item: ମଳଦ୍ୱାର (FISSURE) (389, 257, 538, 275)
cyan-dot-icon (274, 2320, 286, 2332)
signature: Sd/- Executive Engineer, (632, 1583, 737, 1593)
doctor-degree: BAMS, LLB (UTKAL) (546, 284, 631, 294)
dateline: ଭେଗାରାନ, ୩୧ (ଡି.ଏନ୍.ଏ) (748, 433, 855, 444)
subtitle: (A Government of Odisha Undertaking) (851, 1654, 1037, 1665)
